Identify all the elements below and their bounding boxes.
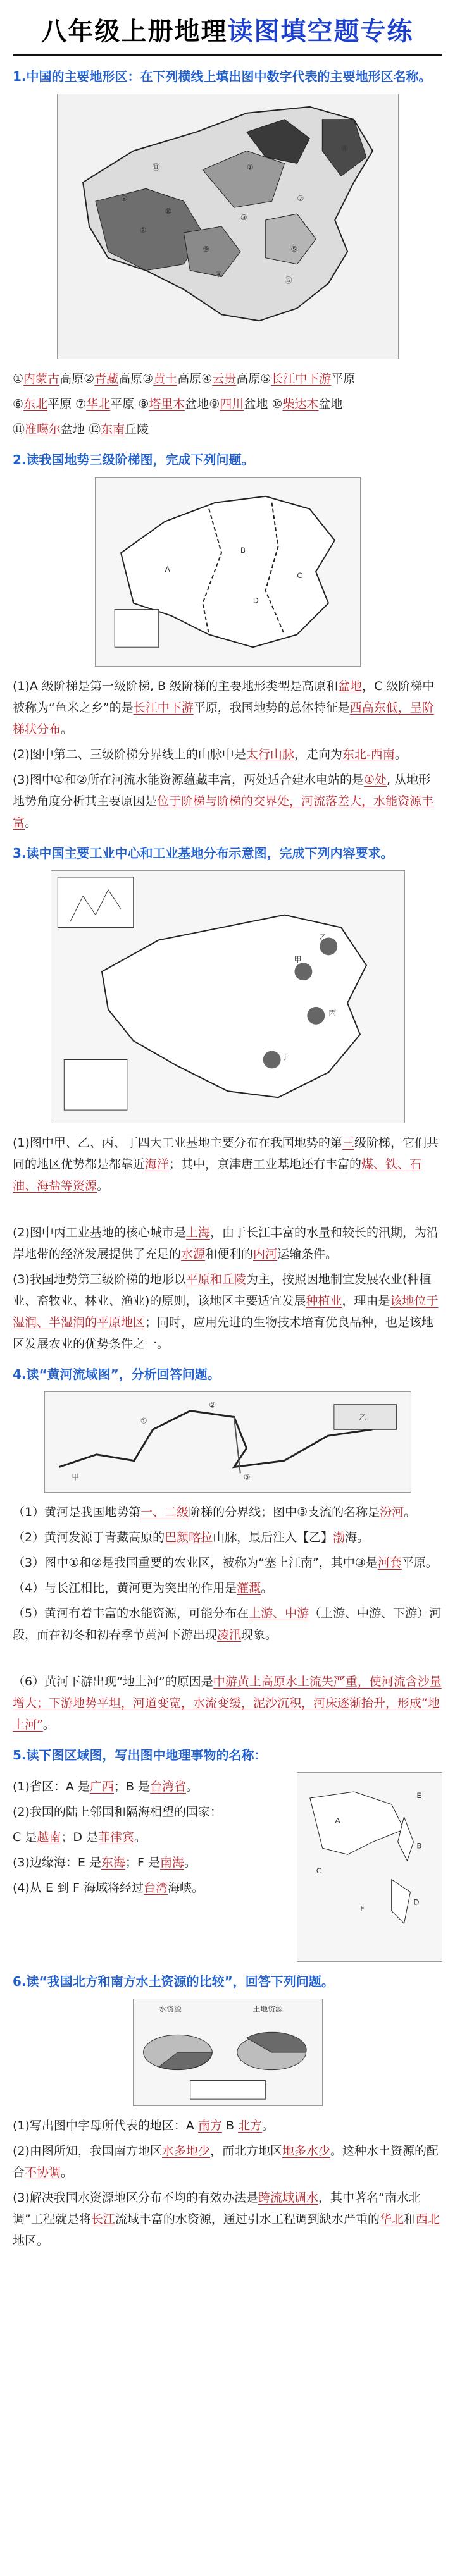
s3-para (13, 1132, 442, 1197)
answer-text: 云贵 (212, 372, 237, 386)
answer-text: 地多 (282, 2144, 306, 2158)
question-text: 。 (61, 722, 73, 736)
question-text: 运输条件。 (277, 1247, 338, 1261)
map5-label-e: E (416, 1790, 421, 1800)
answer-text: 台湾省 (150, 1780, 187, 1794)
terrain-steps-map-svg (96, 478, 360, 666)
question-text: 海。 (345, 1531, 370, 1544)
question-text: 和 (403, 2212, 416, 2226)
answer-text: 西北 (415, 2212, 440, 2226)
map5-label-b: B (416, 1841, 422, 1851)
section-4-heading: 4.读“黄河流域图”，分析回答问题。 (13, 1367, 220, 1382)
s3-para (13, 1269, 442, 1355)
question-text: ，而北方地区 (209, 2144, 282, 2158)
s5-para (13, 1827, 288, 1848)
answer-text: 准噶尔 (25, 422, 61, 436)
question-text: (1)省区：A 是 (13, 1780, 90, 1794)
industry-base-map-svg (51, 871, 404, 1123)
answer-text: 菲律宾 (98, 1830, 135, 1844)
question-text: (3)我国地势第三级阶梯的地形以 (13, 1273, 186, 1286)
map1-label-4: ④ (215, 269, 222, 279)
yellow-river-map (44, 1391, 411, 1493)
map1-label-7: ⑦ (296, 194, 304, 204)
answer-text: 东海 (101, 1856, 125, 1870)
question-text: (1)写出图中字母所代表的地区：A (13, 2119, 198, 2133)
question-text: 盆地⑨ (185, 397, 220, 411)
answer-text: 长江中下游 (133, 701, 194, 715)
question-text: 山脉，最后注入【乙】 (213, 1531, 333, 1544)
answer-text: 跨流域调水 (258, 2191, 318, 2205)
question-text: ；D 是 (61, 1830, 98, 1844)
answer-text: 海洋 (145, 1157, 170, 1171)
question-text: 平原 ⑧ (110, 397, 149, 411)
map2-label-d: D (252, 596, 259, 605)
section-1-answers (13, 368, 442, 440)
question-text: B (221, 2119, 239, 2133)
s2-para (13, 675, 442, 740)
s4-para (13, 1501, 442, 1523)
question-text: ，由于长江丰富的水量和较长的汛期，为沿岸地带的经济发展提供了充足的 (13, 1226, 439, 1261)
answer-text: 该地位于湿润、半湿润的平原地区 (13, 1294, 439, 1329)
s4-para (13, 1527, 442, 1548)
question-text: 。 (186, 1780, 199, 1794)
question-text: 。 (404, 1505, 416, 1519)
map5-label-c: C (316, 1866, 322, 1875)
answer-text: 东南 (101, 422, 125, 436)
question-text: （2）黄河发源于青藏高原的 (13, 1531, 165, 1544)
map4-label-jia: 甲 (71, 1472, 79, 1482)
answer-text: 水多 (161, 2144, 186, 2158)
question-text: (2)由图所知，我国南方地区 (13, 2144, 162, 2158)
question-text: （1）黄河是我国地势第 (13, 1505, 141, 1519)
question-text: 阶梯的分界线；图中③支流的名称是 (189, 1505, 380, 1519)
question-text: (1)A 级阶梯是第一级阶梯, B 级阶梯的主要地形类型是高原和 (13, 679, 339, 693)
map1-label-8: ⑧ (120, 194, 128, 204)
s1-row (13, 419, 442, 440)
page-title (13, 0, 442, 56)
map1-label-9: ⑨ (202, 244, 209, 254)
map2-label-a: A (165, 565, 170, 574)
question-text: （4）与长江相比，黄河更为突出的作用是 (13, 1581, 237, 1595)
s4-para (13, 1552, 442, 1574)
map1-label-10: ⑩ (164, 207, 171, 216)
answer-text: 太行山脉 (246, 748, 294, 761)
s4-para (13, 1577, 442, 1599)
china-terrain-map (57, 94, 399, 359)
answer-text: 塔里木 (149, 397, 185, 411)
question-text: ，理由是 (342, 1294, 390, 1308)
s4-para (13, 1603, 442, 1646)
map1-label-12: ⑫ (284, 276, 292, 285)
south-china-region-map-svg (297, 1773, 442, 1961)
section-5-answers (13, 1772, 288, 1962)
question-text: （5）黄河有着丰富的水能资源，可能分布在 (13, 1606, 249, 1620)
question-text: 级阶梯，它们共同的地区优势都是都靠近 (13, 1136, 439, 1171)
map5-label-a: A (335, 1816, 340, 1825)
s5-para (13, 1877, 288, 1899)
map4-label-2: ② (208, 1400, 216, 1410)
map4-label-3: ③ (243, 1472, 250, 1482)
chart-title-water: 水资源 (158, 2004, 182, 2014)
question-text: C 是 (13, 1830, 37, 1844)
section-1-heading: 1.中国的主要地形区：在下列横线上填出图中数字代表的主要地形区名称。 (13, 69, 432, 84)
terrain-steps-map (95, 477, 361, 667)
answer-text: 不协调 (25, 2166, 61, 2179)
answer-text: 地少 (185, 2144, 210, 2158)
answer-text: 四川 (220, 397, 244, 411)
map3-label-yi: 乙 (318, 933, 327, 942)
question-text: 为主，按照因地制宜发展农业(种植业、畜牧业、林业、渔业)的原则，该地区主要适宜发展 (13, 1273, 432, 1308)
s1-row (13, 368, 442, 390)
answer-text: 柴达木 (282, 397, 319, 411)
answer-text: 水源 (181, 1247, 206, 1261)
answer-text: 一、二级 (140, 1505, 189, 1519)
answer-text: 东北 (23, 397, 48, 411)
question-text: 。 (261, 1581, 273, 1595)
answer-text: 南方 (197, 2119, 222, 2133)
answer-text: 种植业 (306, 1294, 342, 1308)
answer-text: 水少 (306, 2144, 330, 2158)
question-text: 高原③ (118, 372, 154, 386)
section-4-answers (13, 1501, 442, 1735)
answer-text: 渤 (333, 1531, 346, 1544)
answer-text: 华北 (379, 2212, 404, 2226)
question-text: (2)图中第二、三级阶梯分界线上的山脉中是 (13, 748, 246, 761)
question-text: 现象。 (241, 1628, 278, 1642)
china-terrain-map-svg (58, 94, 398, 359)
question-text: (3)边缘海：E 是 (13, 1856, 101, 1870)
section-2-answers (13, 675, 442, 834)
answer-text: 灌溉 (237, 1581, 261, 1595)
water-land-resource-svg (134, 1999, 322, 2105)
question-text: （6）黄河下游出现“地上河”的原因是 (13, 1675, 213, 1689)
section-6-answers (13, 2115, 442, 2252)
map1-label-11: ⑪ (152, 163, 160, 172)
question-text: 。 (394, 748, 407, 761)
map4-label-yi: 乙 (358, 1413, 366, 1422)
s5-para (13, 1852, 288, 1873)
answer-text: 位于阶梯与阶梯的交界处，河流落差大，水能资源丰富 (13, 794, 434, 830)
question-text: (2)我国的陆上邻国和隔海相望的国家： (13, 1805, 222, 1819)
answer-text: 河套 (377, 1556, 402, 1570)
section-3-heading: 3.读中国主要工业中心和工业基地分布示意图，完成下列内容要求。 (13, 846, 394, 861)
s6-para (13, 2115, 442, 2136)
page-title-blue: 读图填空题专练 (227, 17, 414, 46)
map5-label-d: D (413, 1897, 420, 1907)
industry-base-map (51, 870, 405, 1123)
yellow-river-map-svg (45, 1392, 411, 1492)
answer-text: 平原和丘陵 (185, 1273, 246, 1286)
s2-para (13, 769, 442, 834)
answer-text: 巴颜喀拉 (165, 1531, 213, 1544)
question-text: 。这种水土资源的配合 (13, 2144, 439, 2179)
answer-text: 北方 (238, 2119, 263, 2133)
map1-label-5: ⑤ (290, 244, 297, 254)
question-text: 地区。 (13, 2234, 49, 2248)
section-3-answers (13, 1132, 442, 1355)
map1-label-2: ② (139, 225, 146, 235)
answer-text: 东北-西南 (342, 748, 395, 761)
question-text: ；F 是 (125, 1856, 160, 1870)
question-text: 。 (97, 1179, 109, 1193)
question-text: ① (13, 372, 24, 386)
map1-label-3: ③ (240, 213, 247, 223)
question-text: 高原② (59, 372, 95, 386)
s1-row (13, 393, 442, 415)
question-text: ，其中著名“南水北调”工程就是将 (13, 2191, 421, 2226)
question-text: 平原，我国地势的总体特征是 (193, 701, 350, 715)
question-text: （3）图中①和②是我国重要的农业区，被称为“塞上江南”，其中③是 (13, 1556, 378, 1570)
answer-text: 西高东低，呈阶梯状分布 (13, 701, 434, 736)
question-text: 。 (61, 2166, 73, 2179)
section-6-heading: 6.读“我国北方和南方水土资源的比较”，回答下列问题。 (13, 1974, 334, 1989)
answer-text: 黄土 (153, 372, 178, 386)
question-text: 平原 ⑦ (47, 397, 87, 411)
s5-para (13, 1801, 288, 1823)
map3-label-ding: 丁 (281, 1052, 289, 1062)
chart-title-land: 土地资源 (252, 2004, 283, 2014)
map1-label-6: ⑥ (340, 144, 348, 153)
answer-text: 长江中下游 (271, 372, 332, 386)
map3-label-bing: 丙 (328, 1008, 336, 1018)
answer-text: 煤、铁、石油、海盐等资源 (13, 1157, 422, 1193)
map3-label-jia: 甲 (293, 955, 301, 964)
answer-text: 内蒙古 (23, 372, 60, 386)
question-text: 。 (134, 1830, 147, 1844)
map2-label-c: C (296, 570, 302, 580)
map1-label-1: ① (246, 163, 254, 172)
question-text: 平原。 (401, 1556, 438, 1570)
answer-text: 越南 (37, 1830, 61, 1844)
answer-text: 青藏 (94, 372, 119, 386)
question-text: 盆地 ⑩ (244, 397, 283, 411)
question-text: 盆地 (318, 397, 343, 411)
question-text: 。 (42, 1718, 55, 1732)
question-text: 丘陵 (125, 422, 149, 436)
question-text: 海峡。 (168, 1881, 204, 1895)
question-text: ⑥ (13, 397, 24, 411)
answer-text: 华北 (86, 397, 111, 411)
question-text: (3)图中①和②所在河流水能资源蕴藏丰富，两处适合建水电站的是 (13, 773, 364, 787)
s5-para (13, 1776, 288, 1797)
question-text: ，C 级阶梯中被称为“鱼米之乡”的是 (13, 679, 435, 715)
question-text: 。 (262, 2119, 275, 2133)
question-text: (3)解决我国水资源地区分布不均的有效办法是 (13, 2191, 258, 2205)
section-2-heading: 2.读我国地势三级阶梯图，完成下列问题。 (13, 452, 254, 467)
question-text: ；B 是 (113, 1780, 151, 1794)
question-text: （上游、中游、下游）河段，而在初冬和初春季节黄河下游出现 (13, 1606, 442, 1642)
question-text: 盆地 ⑫ (61, 422, 101, 436)
question-text: ，走向为 (294, 748, 342, 761)
question-text: ⑪ (13, 422, 25, 436)
s4-para (13, 1671, 442, 1735)
question-text: 。 (25, 816, 37, 830)
question-text: , 从地形地势角度分析其主要原因是 (13, 773, 431, 808)
question-text: 平原 (331, 372, 356, 386)
s3-para (13, 1222, 442, 1265)
section-5-heading: 5.读下图区域图，写出图中地理事物的名称： (13, 1747, 267, 1763)
map4-label-1: ① (140, 1416, 147, 1426)
answer-text: 中游黄土高原水土流失严重，使河流含沙量增大；下游地势平坦，河道变宽，水流变缓，泥沙沉积，河床逐渐抬升，形成“地上河” (13, 1675, 442, 1732)
answer-text: 南海 (159, 1856, 184, 1870)
map5-label-f: F (360, 1904, 365, 1913)
s6-para (13, 2140, 442, 2183)
water-land-resource-charts (133, 1999, 323, 2106)
page-title-black: 八年级上册地理 (41, 17, 228, 46)
question-text: ；其中，京津唐工业基地还有丰富的 (169, 1157, 362, 1171)
question-text: 流域丰富的水资源，通过引水工程调到缺水严重的 (115, 2212, 380, 2226)
question-text: 高原⑤ (236, 372, 271, 386)
answer-text: 上海 (185, 1226, 210, 1240)
map2-label-b: B (240, 546, 246, 555)
question-text: ；同时，应用先进的生物技术培育优良品种，也是该地区发展农业的优势条件之一。 (13, 1316, 434, 1351)
answer-text: 长江 (90, 2212, 115, 2226)
question-text: (1)图中甲、乙、丙、丁四大工业基地主要分布在我国地势的第 (13, 1136, 342, 1150)
answer-text: 汾河 (380, 1505, 404, 1519)
s2-para (13, 744, 442, 765)
answer-text: 广西 (89, 1780, 114, 1794)
question-text: (2)图中丙工业基地的核心城市是 (13, 1226, 186, 1240)
question-text: 和便利的 (205, 1247, 254, 1261)
question-text: (4)从 E 到 F 海域将经过 (13, 1881, 144, 1895)
south-china-region-map (297, 1772, 442, 1962)
answer-text: ①处 (363, 773, 387, 787)
answer-text: 台湾 (144, 1881, 168, 1895)
question-text: 。 (184, 1856, 196, 1870)
answer-text: 三 (342, 1136, 354, 1150)
s6-para (13, 2187, 442, 2252)
answer-text: 凌汛 (217, 1628, 242, 1642)
section-5-body (13, 1772, 442, 1962)
answer-text: 上游、中游 (249, 1606, 309, 1620)
answer-text: 内河 (253, 1247, 278, 1261)
question-text: 高原④ (177, 372, 213, 386)
answer-text: 盆地 (338, 679, 363, 693)
